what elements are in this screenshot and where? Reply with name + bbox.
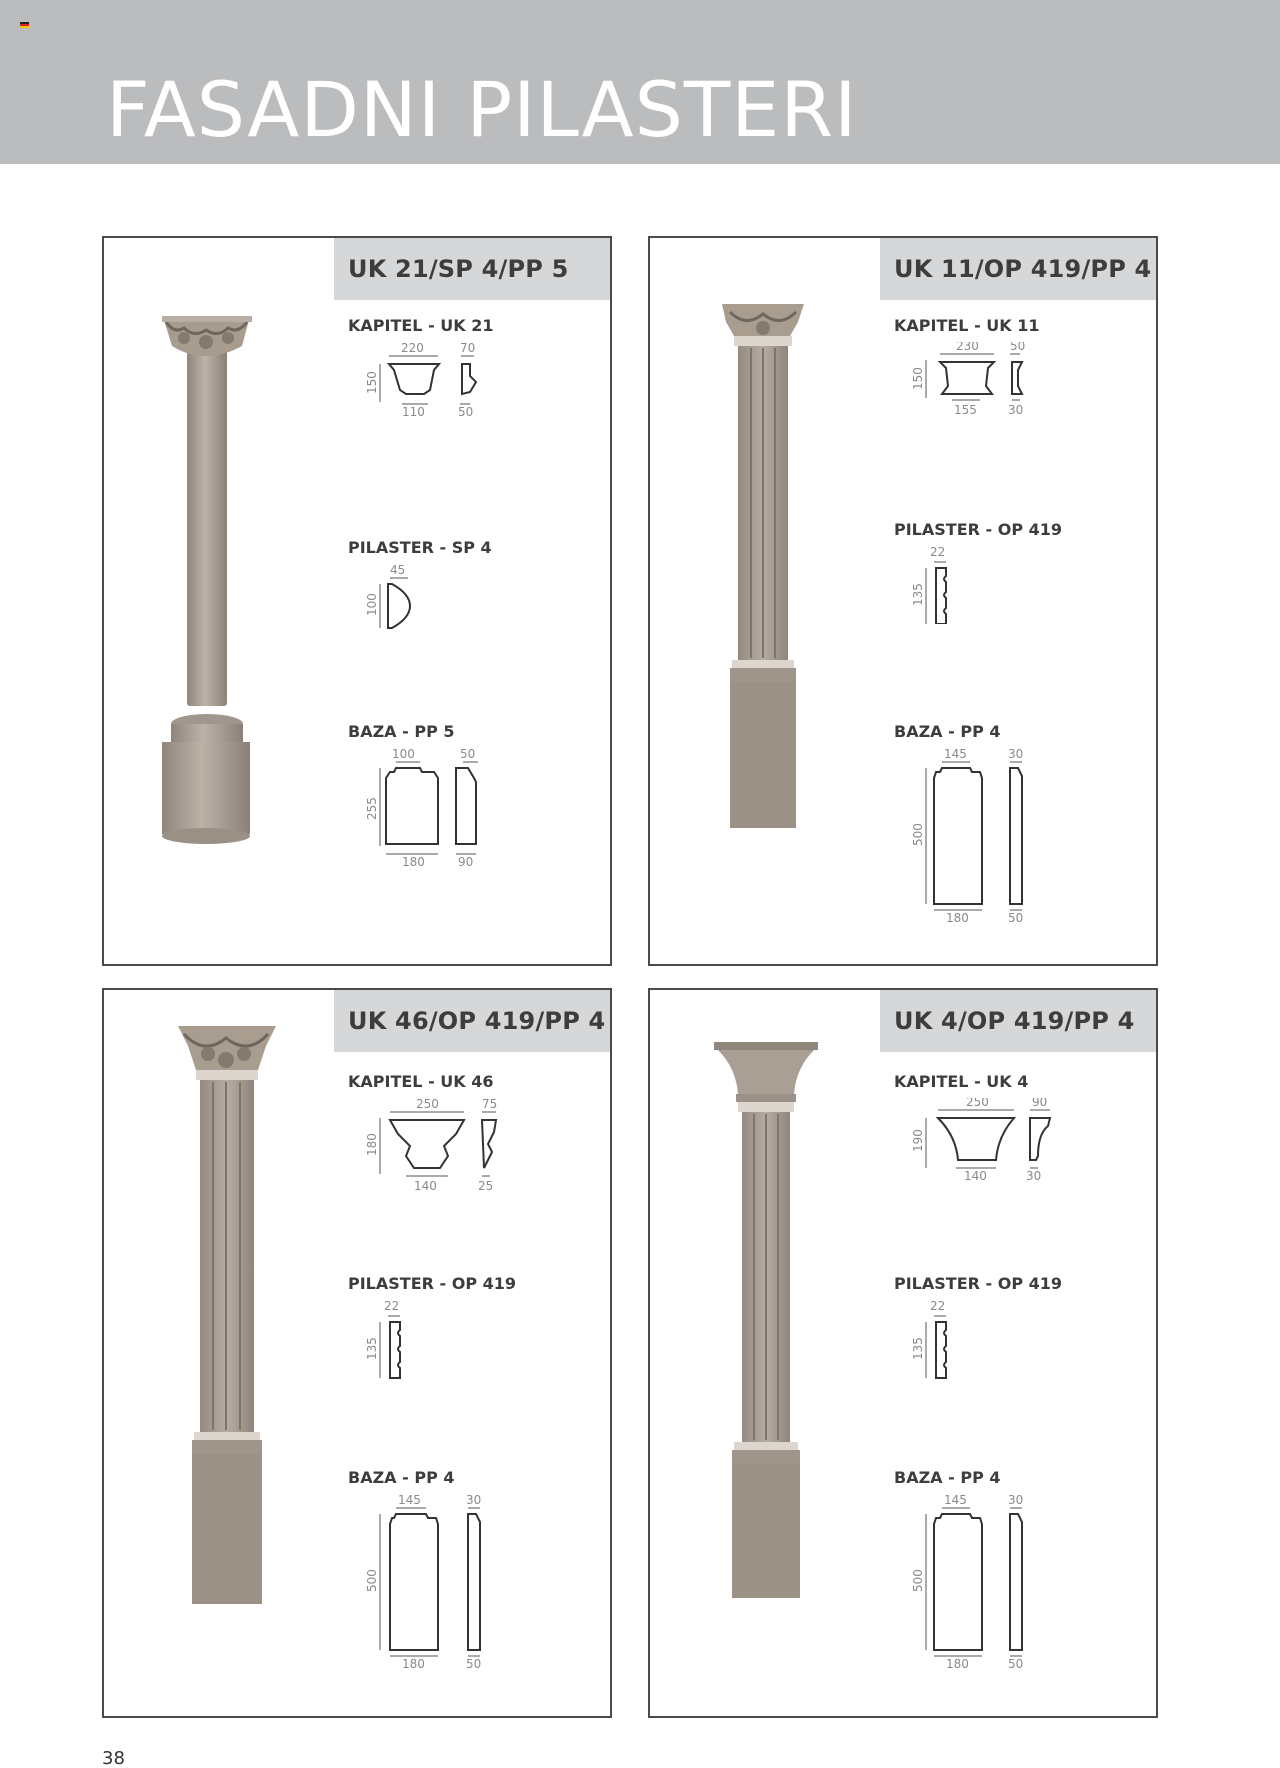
svg-text:140: 140 bbox=[414, 1179, 437, 1193]
svg-text:220: 220 bbox=[401, 342, 424, 355]
svg-text:70: 70 bbox=[460, 342, 476, 355]
header-banner bbox=[0, 0, 1280, 164]
page-number: 38 bbox=[102, 1748, 125, 1768]
kapitel-label: KAPITEL - UK 11 bbox=[894, 316, 1040, 335]
svg-text:30: 30 bbox=[1026, 1169, 1042, 1183]
product-card-uk46 bbox=[102, 988, 612, 1718]
kapitel-drawing bbox=[344, 1098, 544, 1198]
kapitel-label: KAPITEL - UK 4 bbox=[894, 1072, 1029, 1091]
svg-text:500: 500 bbox=[365, 1569, 379, 1592]
flag-icon bbox=[20, 22, 29, 28]
svg-text:155: 155 bbox=[954, 403, 977, 417]
baza-label: BAZA - PP 4 bbox=[894, 722, 1001, 741]
svg-text:250: 250 bbox=[416, 1098, 439, 1111]
svg-text:255: 255 bbox=[365, 797, 379, 820]
card-title: UK 4/OP 419/PP 4 bbox=[894, 1007, 1135, 1035]
svg-text:145: 145 bbox=[944, 748, 967, 761]
svg-text:150: 150 bbox=[365, 371, 379, 394]
baza-label: BAZA - PP 4 bbox=[348, 1468, 455, 1487]
kapitel-drawing bbox=[890, 1098, 1090, 1198]
pilaster-drawing bbox=[344, 564, 464, 644]
column-illustration bbox=[650, 990, 880, 1718]
baza-drawing bbox=[890, 1494, 1090, 1674]
svg-text:30: 30 bbox=[1008, 748, 1024, 761]
pilaster-label: PILASTER - OP 419 bbox=[348, 1274, 517, 1293]
column-illustration bbox=[104, 238, 334, 966]
card-header bbox=[880, 238, 1158, 300]
baza-drawing bbox=[890, 748, 1090, 928]
kapitel-drawing bbox=[344, 342, 544, 422]
kapitel-label: KAPITEL - UK 21 bbox=[348, 316, 494, 335]
column-illustration bbox=[104, 990, 334, 1718]
pilaster-drawing bbox=[344, 1298, 464, 1398]
card-title: UK 46/OP 419/PP 4 bbox=[348, 1007, 606, 1035]
pilaster-drawing bbox=[890, 544, 1010, 624]
product-card-uk21 bbox=[102, 236, 612, 966]
svg-text:190: 190 bbox=[911, 1129, 925, 1152]
svg-text:135: 135 bbox=[911, 1337, 925, 1360]
svg-text:50: 50 bbox=[458, 405, 474, 419]
svg-text:140: 140 bbox=[964, 1169, 987, 1183]
svg-text:30: 30 bbox=[1008, 403, 1024, 417]
pilaster-label: PILASTER - SP 4 bbox=[348, 538, 492, 557]
svg-text:22: 22 bbox=[930, 1299, 946, 1313]
svg-text:22: 22 bbox=[384, 1299, 400, 1313]
svg-text:90: 90 bbox=[1032, 1098, 1048, 1109]
baza-label: BAZA - PP 5 bbox=[348, 722, 455, 741]
kapitel-label: KAPITEL - UK 46 bbox=[348, 1072, 494, 1091]
card-header bbox=[880, 990, 1158, 1052]
column-illustration bbox=[650, 238, 880, 966]
pilaster-label: PILASTER - OP 419 bbox=[894, 520, 1063, 539]
svg-text:500: 500 bbox=[911, 823, 925, 846]
svg-text:180: 180 bbox=[365, 1133, 379, 1156]
svg-text:180: 180 bbox=[402, 855, 425, 869]
svg-text:22: 22 bbox=[930, 545, 946, 559]
svg-text:135: 135 bbox=[911, 583, 925, 606]
svg-text:500: 500 bbox=[911, 1569, 925, 1592]
card-header bbox=[334, 990, 612, 1052]
svg-text:100: 100 bbox=[365, 593, 379, 616]
product-card-uk11 bbox=[648, 236, 1158, 966]
svg-text:50: 50 bbox=[460, 748, 476, 761]
svg-text:135: 135 bbox=[365, 1337, 379, 1360]
kapitel-drawing bbox=[890, 342, 1090, 422]
card-title: UK 11/OP 419/PP 4 bbox=[894, 255, 1152, 283]
svg-text:50: 50 bbox=[466, 1657, 482, 1671]
page-title: FASADNI PILASTERI bbox=[106, 65, 858, 154]
baza-drawing bbox=[344, 748, 544, 878]
svg-text:100: 100 bbox=[392, 748, 415, 761]
baza-label: BAZA - PP 4 bbox=[894, 1468, 1001, 1487]
svg-text:50: 50 bbox=[1008, 911, 1024, 925]
svg-text:180: 180 bbox=[946, 1657, 969, 1671]
svg-text:150: 150 bbox=[911, 367, 925, 390]
svg-text:180: 180 bbox=[402, 1657, 425, 1671]
pilaster-label: PILASTER - OP 419 bbox=[894, 1274, 1063, 1293]
product-card-uk4 bbox=[648, 988, 1158, 1718]
svg-text:180: 180 bbox=[946, 911, 969, 925]
svg-text:30: 30 bbox=[1008, 1494, 1024, 1507]
pilaster-drawing bbox=[890, 1298, 1010, 1398]
svg-text:50: 50 bbox=[1008, 1657, 1024, 1671]
svg-text:110: 110 bbox=[402, 405, 425, 419]
svg-text:250: 250 bbox=[966, 1098, 989, 1109]
svg-text:230: 230 bbox=[956, 342, 979, 353]
card-header bbox=[334, 238, 612, 300]
card-title: UK 21/SP 4/PP 5 bbox=[348, 255, 569, 283]
svg-text:75: 75 bbox=[482, 1098, 498, 1111]
baza-drawing bbox=[344, 1494, 544, 1674]
svg-text:30: 30 bbox=[466, 1494, 482, 1507]
svg-text:25: 25 bbox=[478, 1179, 494, 1193]
svg-text:50: 50 bbox=[1010, 342, 1026, 353]
svg-text:45: 45 bbox=[390, 564, 406, 577]
svg-text:145: 145 bbox=[398, 1494, 421, 1507]
svg-text:145: 145 bbox=[944, 1494, 967, 1507]
svg-text:90: 90 bbox=[458, 855, 474, 869]
